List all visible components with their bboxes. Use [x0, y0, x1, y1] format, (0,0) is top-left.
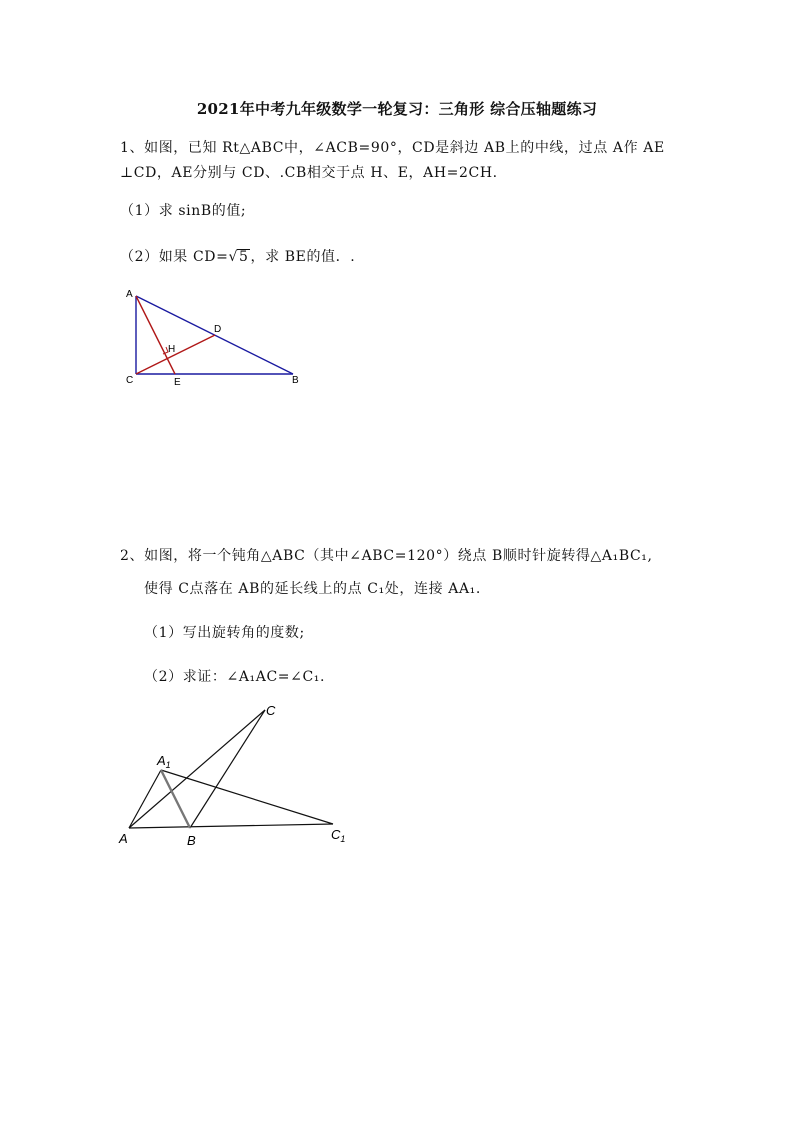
point-label-a1 — [156, 753, 171, 770]
sqrt-expression: √5 — [228, 249, 249, 265]
point-label-a1-sub: 1 — [165, 760, 171, 770]
problem2-question1: （1）写出旋转角的度数; — [144, 625, 305, 641]
segment-aa1 — [129, 770, 161, 828]
point-label-b: B — [187, 833, 196, 848]
segment-cd — [136, 335, 215, 374]
problem2-figure — [115, 700, 360, 850]
problem1-figure — [118, 282, 318, 392]
problem1-question2 — [120, 246, 355, 266]
point-label-d: D — [214, 324, 222, 335]
point-label-c1-sub: 1 — [340, 834, 346, 844]
segment-ac — [129, 710, 265, 828]
point-label-h: H — [168, 344, 176, 355]
segment-ae — [136, 296, 175, 374]
problem1-question2-prefix: （2）如果 CD= — [120, 249, 229, 265]
problem2-question2: （2）求证：∠A₁AC=∠C₁. — [144, 669, 326, 685]
point-label-b: B — [292, 375, 299, 386]
point-label-a1-main: A — [157, 753, 166, 768]
problem1-statement-line2: ⊥CD，AE分别与 CD、.CB相交于点 H、E，AH=2CH. — [120, 165, 498, 181]
problem1-question1: （1）求 sinB的值; — [120, 203, 247, 219]
point-label-c: C — [126, 375, 134, 386]
segment-a1c1 — [161, 770, 333, 824]
construction-lines — [136, 296, 215, 374]
point-label-c: C — [266, 703, 276, 718]
figure-lines — [129, 710, 333, 828]
problem1-question2-suffix: ，求 BE的值．. — [250, 249, 356, 265]
point-label-c1 — [331, 827, 345, 844]
point-label-a: A — [126, 289, 133, 300]
point-label-a: A — [119, 831, 128, 846]
sqrt-radicand: 5 — [238, 249, 249, 265]
problem1-statement-line1: 1、如图，已知 Rt△ABC中，∠ACB=90°，CD是斜边 AB上的中线，过点 A作 AE — [120, 140, 665, 156]
problem2-statement-line2: 使得 C点落在 AB的延长线上的点 C₁处，连接 AA₁. — [144, 581, 481, 597]
segment-cb — [190, 710, 265, 828]
problem2-statement-line1: 2、如图，将一个钝角△ABC（其中∠ABC=120°）绕点 B顺时针旋转得△A₁BC₁, — [120, 548, 653, 564]
page-title: 2021年中考九年级数学一轮复习：三角形 综合压轴题练习 — [196, 100, 598, 118]
segment-ac1 — [129, 824, 333, 828]
point-label-c1-main: C — [331, 827, 341, 842]
point-label-e: E — [174, 377, 181, 388]
